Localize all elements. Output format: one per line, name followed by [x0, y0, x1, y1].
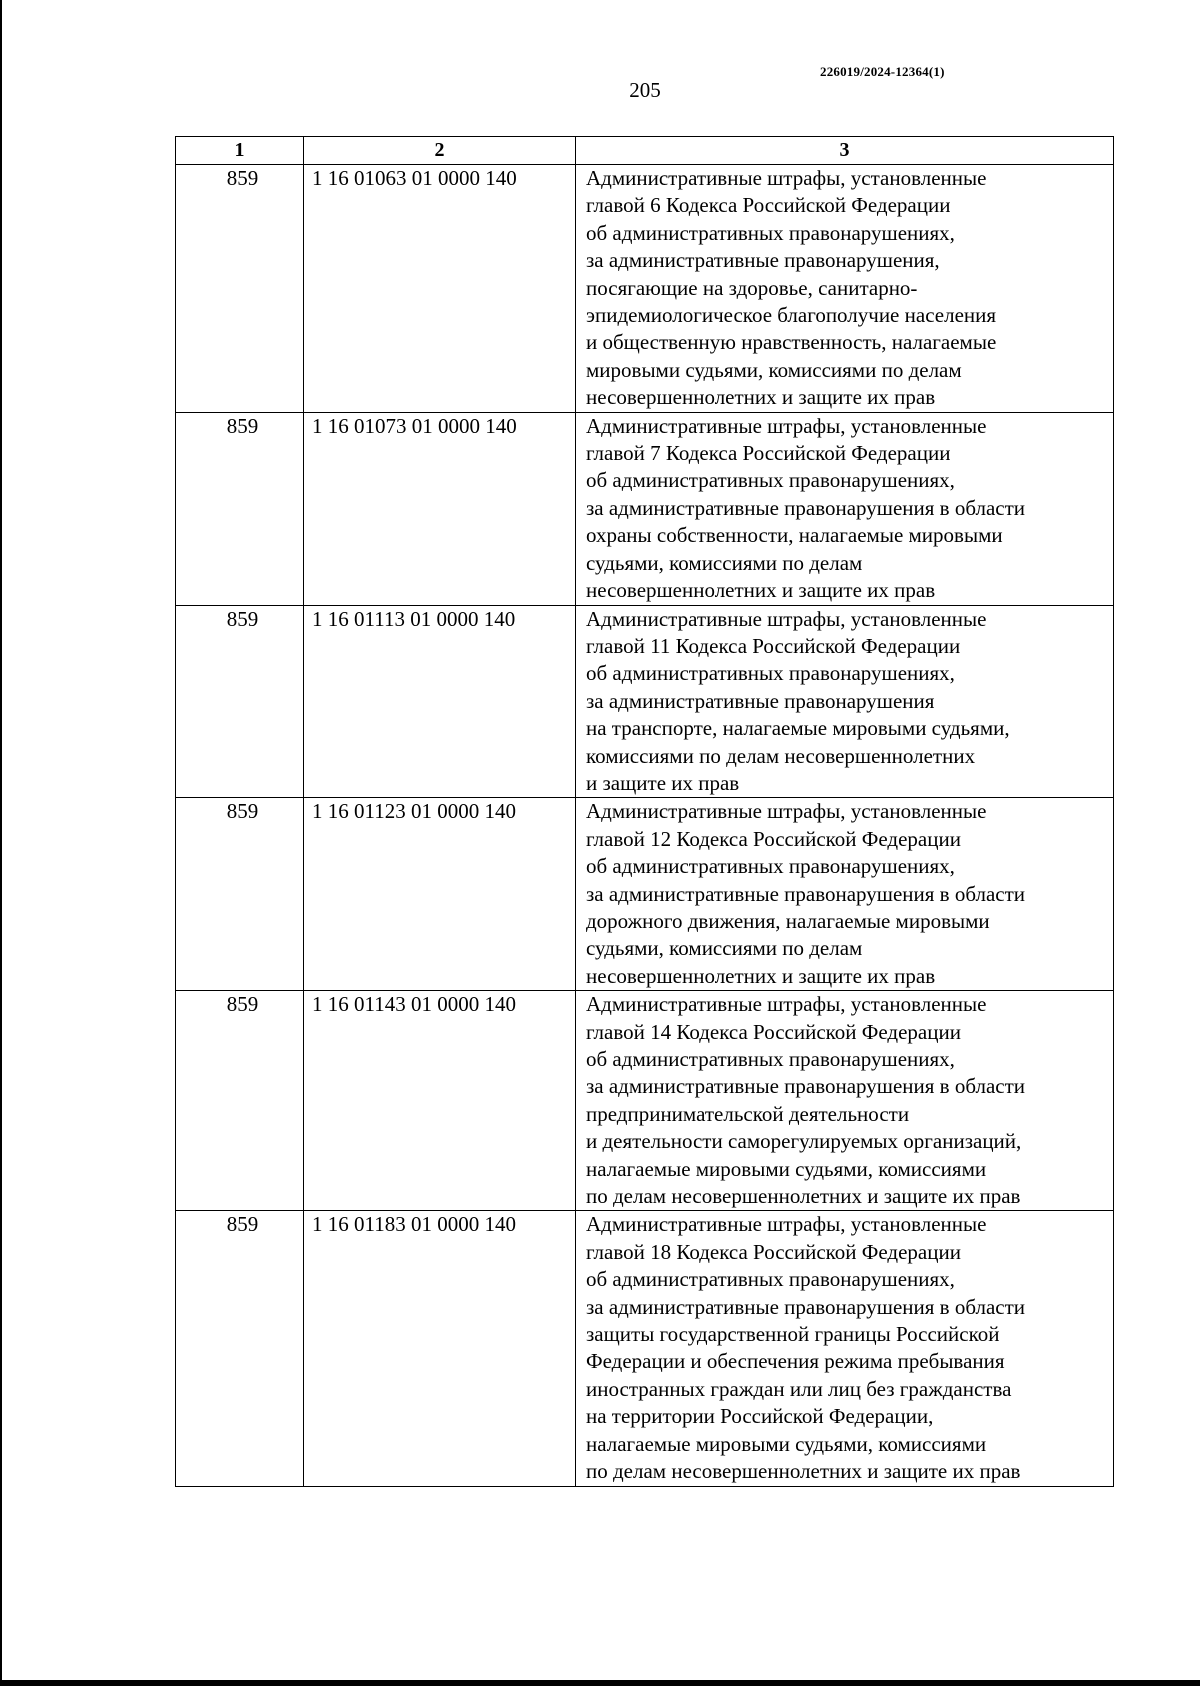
- description-cell: [576, 991, 1114, 1211]
- description-line: несовершеннолетних и защите их прав: [586, 578, 936, 603]
- description-line: главой 11 Кодекса Российской Федерации: [586, 633, 961, 658]
- description-line: предпринимательской деятельности: [586, 1101, 910, 1126]
- description-line: об административных правонарушениях,: [586, 220, 955, 245]
- description-line: за административные правонарушения: [586, 688, 935, 713]
- description-line: несовершеннолетних и защите их прав: [586, 963, 936, 988]
- table-row: [176, 165, 1114, 413]
- description-line: за административные правонарушения в области: [586, 1294, 1026, 1319]
- description-cell: [576, 412, 1114, 605]
- kbk-code-cell: 1 16 01183 01 0000 140: [304, 1211, 576, 1486]
- description-line: дорожного движения, налагаемые мировыми: [586, 908, 990, 933]
- table-header-row: [176, 137, 1114, 165]
- description-line: главой 18 Кодекса Российской Федерации: [586, 1239, 961, 1264]
- admin-code-cell: 859: [176, 412, 304, 605]
- document-number: 226019/2024-12364(1): [820, 64, 945, 79]
- description-line: комиссиями по делам несовершеннолетних: [586, 743, 976, 768]
- description-line: за административные правонарушения в области: [586, 495, 1026, 520]
- description-line: об административных правонарушениях,: [586, 1047, 955, 1071]
- column-header-1: 1: [176, 137, 304, 165]
- description-line: Административные штрафы, установленные: [586, 1212, 987, 1237]
- kbk-code-cell: 1 16 01063 01 0000 140: [304, 165, 576, 413]
- description-line: об административных правонарушениях,: [586, 661, 955, 686]
- admin-code-cell: 859: [176, 798, 304, 991]
- description-line: об административных правонарушениях,: [586, 1267, 955, 1292]
- description-line: и общественную нравственность, налагаемые: [586, 330, 997, 355]
- kbk-code-cell: 1 16 01143 01 0000 140: [304, 991, 576, 1211]
- description-line: судьями, комиссиями по делам: [586, 936, 863, 961]
- table-row: [176, 991, 1114, 1211]
- description-line: мировыми судьями, комиссиями по делам: [586, 357, 962, 382]
- table-row: [176, 798, 1114, 991]
- description-line: Административные штрафы, установленные: [586, 992, 987, 1017]
- kbk-code-cell: 1 16 01123 01 0000 140: [304, 798, 576, 991]
- description-line: Федерации и обеспечения режима пребывания: [586, 1349, 1005, 1374]
- admin-code-cell: 859: [176, 1211, 304, 1486]
- page-bottom-edge: [0, 1680, 1200, 1686]
- description-cell: [576, 1211, 1114, 1486]
- description-cell: [576, 605, 1114, 798]
- description-line: судьями, комиссиями по делам: [586, 550, 863, 575]
- description-line: по делам несовершеннолетних и защите их прав: [586, 1459, 1021, 1484]
- description-cell: [576, 798, 1114, 991]
- description-line: за административные правонарушения,: [586, 248, 940, 273]
- admin-code-cell: 859: [176, 991, 304, 1211]
- description-line: за административные правонарушения в области: [586, 881, 1026, 906]
- admin-code-cell: 859: [176, 165, 304, 413]
- description-line: главой 12 Кодекса Российской Федерации: [586, 826, 961, 851]
- description-line: и деятельности саморегулируемых организаций,: [586, 1129, 1022, 1154]
- description-line: главой 7 Кодекса Российской Федерации: [586, 441, 951, 466]
- description-line: на территории Российской Федерации,: [586, 1404, 934, 1429]
- description-line: об административных правонарушениях,: [586, 468, 955, 493]
- kbk-code-cell: 1 16 01073 01 0000 140: [304, 412, 576, 605]
- description-line: эпидемиологическое благополучие населения: [586, 303, 997, 328]
- page-number: 205: [629, 78, 661, 102]
- page-left-edge: [0, 0, 2, 1686]
- description-line: Административные штрафы, установленные: [586, 799, 987, 824]
- description-line: налагаемые мировыми судьями, комиссиями: [586, 1431, 987, 1456]
- description-cell: [576, 165, 1114, 413]
- description-line: несовершеннолетних и защите их прав: [586, 385, 936, 410]
- admin-code-cell: 859: [176, 605, 304, 798]
- table-row: [176, 412, 1114, 605]
- description-line: посягающие на здоровье, санитарно-: [586, 275, 918, 300]
- table-row: [176, 1211, 1114, 1486]
- description-line: Административные штрафы, установленные: [586, 606, 987, 631]
- description-line: на транспорте, налагаемые мировыми судьями,: [586, 716, 1010, 741]
- description-line: охраны собственности, налагаемые мировыми: [586, 523, 1003, 548]
- table-row: [176, 605, 1114, 798]
- description-line: об административных правонарушениях,: [586, 854, 955, 879]
- column-header-2: 2: [304, 137, 576, 165]
- description-line: Административные штрафы, установленные: [586, 166, 987, 190]
- description-line: по делам несовершеннолетних и защите их прав: [586, 1184, 1021, 1209]
- description-line: за административные правонарушения в области: [586, 1074, 1026, 1099]
- description-line: и защите их прав: [586, 770, 740, 795]
- description-line: защиты государственной границы Российской: [586, 1322, 1000, 1347]
- description-line: главой 6 Кодекса Российской Федерации: [586, 193, 951, 218]
- description-line: налагаемые мировыми судьями, комиссиями: [586, 1156, 987, 1181]
- column-header-3: 3: [576, 137, 1114, 165]
- kbk-code-cell: 1 16 01113 01 0000 140: [304, 605, 576, 798]
- description-line: иностранных граждан или лиц без гражданства: [586, 1376, 1012, 1401]
- description-line: Административные штрафы, установленные: [586, 413, 987, 438]
- fees-table: [175, 136, 1114, 1487]
- description-line: главой 14 Кодекса Российской Федерации: [586, 1019, 961, 1044]
